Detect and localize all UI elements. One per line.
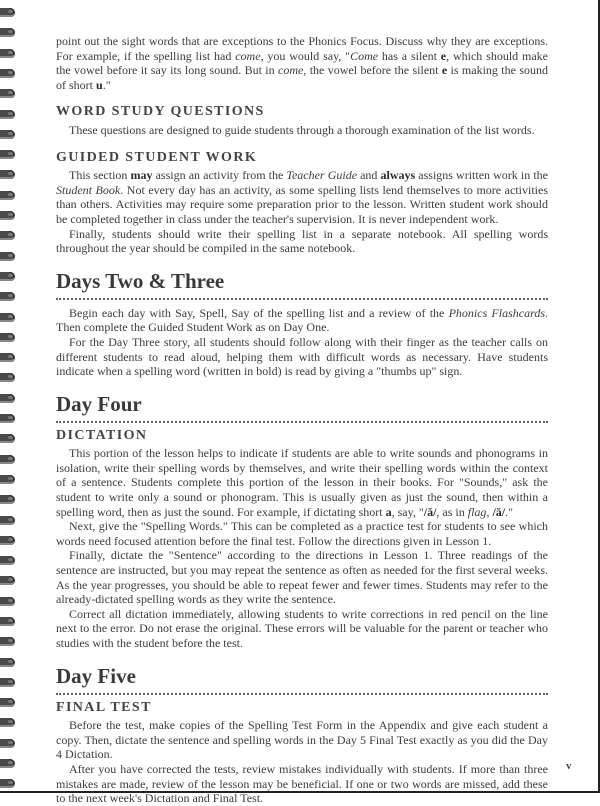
text: assigns written work in the bbox=[415, 168, 548, 183]
text: , say, " bbox=[391, 504, 424, 519]
emphasis: Teacher Guide bbox=[286, 168, 358, 183]
spiral-ring bbox=[0, 394, 15, 403]
text: is making the sound of short bbox=[56, 63, 548, 92]
spiral-ring bbox=[0, 313, 15, 322]
spiral-ring bbox=[0, 739, 15, 748]
phonogram: /ă/ bbox=[423, 504, 437, 519]
spiral-ring bbox=[0, 414, 15, 423]
spiral-ring bbox=[0, 658, 15, 667]
text: Begin each day with Say, Spell, Say of the spelling list and a review of the bbox=[69, 305, 449, 320]
spiral-ring bbox=[0, 333, 15, 342]
dictation-heading: DICTATION bbox=[56, 427, 148, 443]
emphasis: come bbox=[278, 63, 304, 78]
spiral-ring bbox=[0, 759, 15, 768]
days-two-three-paragraph-2: For the Day Three story, all students should follow along with their finger as the teacher calls on different students to read aloud, helping them with difficult words as necessary. Have students indicate when a spelling word (written in bold) is read by giving a "thumbs up" sign. bbox=[56, 334, 548, 379]
spiral-ring bbox=[0, 292, 15, 301]
bold-letter: a bbox=[385, 504, 392, 519]
guided-work-paragraph bbox=[56, 168, 548, 226]
dictation-paragraph bbox=[56, 446, 548, 519]
spiral-ring bbox=[0, 516, 15, 525]
word-study-paragraph: These questions are designed to guide students through a thorough examination of the list words. bbox=[69, 122, 535, 137]
spiral-ring bbox=[0, 475, 15, 484]
spiral-ring bbox=[0, 170, 15, 179]
text: , bbox=[486, 504, 493, 519]
spiral-ring bbox=[0, 191, 15, 200]
text: , which should make the vowel before it say its long sound. But in bbox=[56, 48, 548, 78]
spiral-ring bbox=[0, 455, 15, 464]
spiral-ring bbox=[0, 89, 15, 98]
bold-letter: e bbox=[440, 48, 447, 63]
spiral-ring bbox=[0, 536, 15, 545]
spiral-ring bbox=[0, 252, 15, 261]
days-two-three-heading: Days Two & Three bbox=[56, 269, 548, 300]
spiral-ring bbox=[0, 231, 15, 240]
bold-letter: u bbox=[96, 77, 103, 92]
spiral-ring bbox=[0, 49, 15, 58]
day-five-heading: Day Five bbox=[56, 664, 548, 695]
text: point out the sight words that are exceptions to the Phonics Focus. Discuss why they are exceptions. For example, if the spelling list had bbox=[56, 34, 548, 63]
spiral-ring bbox=[0, 718, 15, 727]
page-number: v bbox=[566, 760, 572, 772]
bold-word: always bbox=[380, 168, 416, 183]
text: ." bbox=[102, 77, 111, 92]
spiral-ring bbox=[0, 8, 15, 17]
emphasis: Come bbox=[350, 48, 379, 63]
text: assign an activity from the bbox=[152, 168, 287, 183]
spiral-ring bbox=[0, 353, 15, 362]
final-test-paragraph: Before the test, make copies of the Spelling Test Form in the Appendix and give each student a copy. Then, dictate the sentence and spelling words in the Day 5 Final Test exactly as you did the Day 4 Dictation. bbox=[56, 718, 548, 762]
text: This section bbox=[69, 168, 131, 183]
guided-work-paragraph-2: Finally, students should write their spelling list in a separate notebook. All spelling words throughout the year should be compiled in the same notebook. bbox=[56, 226, 548, 256]
text: . Not every day has an activity, as some spelling lists lend themselves to more activities than others. Activities may require some preparation prior to the lesson. Written student work should be completed together in class under the teacher's supervision. It is never independent work. bbox=[56, 182, 548, 226]
spiral-binding bbox=[0, 0, 20, 793]
text: , as in bbox=[436, 504, 468, 519]
emphasis: Phonics Flashcards bbox=[448, 305, 545, 320]
bold-word: may bbox=[130, 168, 153, 183]
spiral-ring bbox=[0, 779, 15, 788]
text: . Then complete the Guided Student Work as on Day One. bbox=[56, 305, 548, 335]
page-content bbox=[56, 34, 548, 806]
dictation-paragraph-2: Next, give the "Spelling Words." This can be completed as a practice test for students to see which words need focused attention before the final test. Follow the directions given in Lesson 1. bbox=[56, 519, 548, 548]
bold-letter: e bbox=[441, 63, 448, 78]
spiral-ring bbox=[0, 637, 15, 646]
spiral-ring bbox=[0, 698, 15, 707]
text: This portion of the lesson helps to indicate if students are able to write sounds and phonograms in isolation, write their spelling words by themselves, and write their spelling words within the context of a sentence. Students complete this portion of the lesson in their books. For "Sounds," ask the student to write only a sound or phonogram. This is usually given as just the sound, then within a spelling word, then as just the sound. For example, if dictating short bbox=[56, 446, 548, 519]
spiral-ring bbox=[0, 211, 15, 220]
spiral-ring bbox=[0, 434, 15, 443]
emphasis: Student Book bbox=[56, 182, 121, 197]
phonogram: /ă/ bbox=[492, 504, 506, 519]
word-study-heading: WORD STUDY QUESTIONS bbox=[56, 104, 265, 120]
text: ." bbox=[505, 504, 514, 519]
days-two-three-paragraph bbox=[56, 306, 548, 335]
spiral-ring bbox=[0, 576, 15, 585]
spiral-ring bbox=[0, 678, 15, 687]
text: , you would say, " bbox=[260, 48, 351, 63]
spiral-ring bbox=[0, 28, 15, 37]
final-test-paragraph-2: After you have corrected the tests, review mistakes individually with students. If more than three mistakes are made, review of the lesson may be beneficial. If one or two words are missed, add these to the next week's Dictation and Final Test. bbox=[56, 761, 548, 806]
dictation-paragraph-4: Correct all dictation immediately, allowing students to write corrections in red pencil on the line next to the error. Do not erase the original. These errors will be valuable for the parent or teacher who studies with the student before the test. bbox=[56, 606, 548, 650]
spiral-ring bbox=[0, 150, 15, 159]
spiral-ring bbox=[0, 617, 15, 626]
spiral-ring bbox=[0, 556, 15, 565]
emphasis: flag bbox=[467, 504, 487, 519]
dictation-paragraph-3: Finally, dictate the "Sentence" according to the directions in Lesson 1. Three readings of the sentence are instructed, but you may repeat the sentence as often as needed for the first several weeks. As the year progresses, you should be able to repeat fewer and fewer times. Students may refer to the already-dictated spelling words as they write the sentence. bbox=[56, 548, 548, 607]
emphasis: come bbox=[235, 48, 261, 63]
spiral-ring bbox=[0, 597, 15, 606]
intro-paragraph bbox=[56, 34, 548, 92]
spiral-ring bbox=[0, 272, 15, 281]
text: and bbox=[357, 168, 381, 183]
text: has a silent bbox=[378, 48, 441, 63]
guided-work-heading: GUIDED STUDENT WORK bbox=[56, 149, 258, 165]
day-four-heading: Day Four bbox=[56, 392, 548, 423]
spiral-ring bbox=[0, 495, 15, 504]
spiral-ring bbox=[0, 110, 15, 119]
spiral-ring bbox=[0, 130, 15, 139]
spiral-ring bbox=[0, 373, 15, 382]
final-test-heading: FINAL TEST bbox=[56, 699, 152, 715]
spiral-ring bbox=[0, 69, 15, 78]
text: , the vowel before the silent bbox=[303, 63, 442, 78]
